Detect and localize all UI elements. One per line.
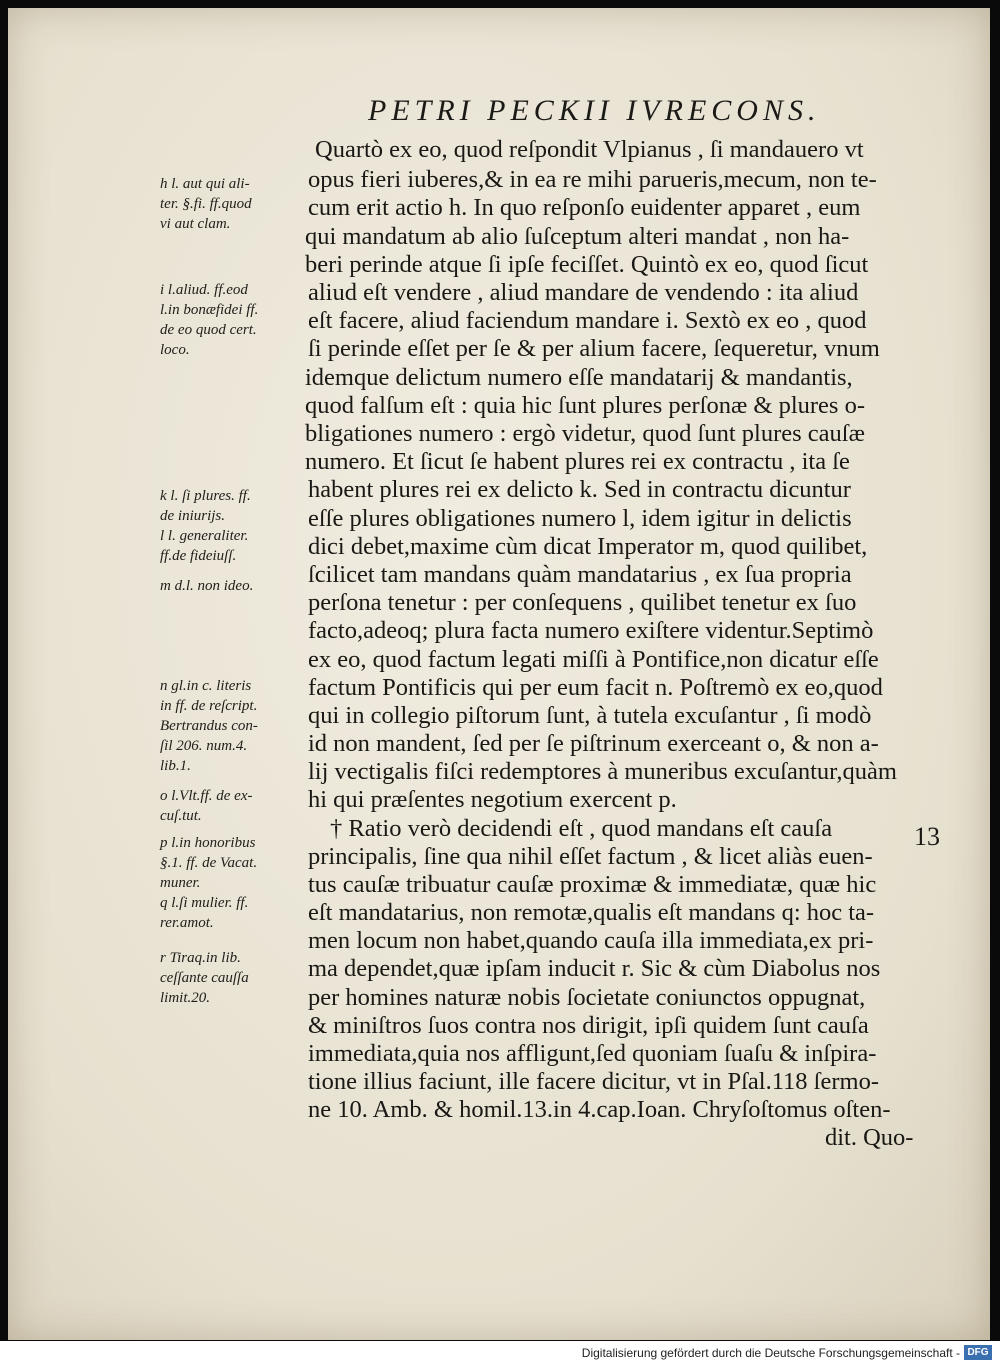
text-line: men locum non habet,quando cauſa illa immediata,ex pri-: [308, 927, 874, 954]
scanned-page: [8, 8, 990, 1340]
text-line: bligationes numero : ergò videtur, quod ſunt plures cauſæ: [305, 420, 865, 447]
margin-note: n gl.in c. literis: [160, 678, 252, 694]
margin-note: ter. §.fi. ff.quod: [160, 196, 252, 212]
text-line: facto,adeoq; plura facta numero exiſtere videntur.Septimò: [308, 617, 874, 644]
margin-note: limit.20.: [160, 990, 211, 1006]
margin-note: h l. aut qui ali-: [160, 176, 250, 192]
text-line: idemque delictum numero eſſe mandatarij & mandantis,: [305, 364, 853, 391]
margin-note: ceſſante cauſſa: [160, 970, 249, 986]
margin-note: p l.in honoribus: [160, 835, 256, 851]
text-line: ſi perinde eſſet per ſe & per alium facere, ſequeretur, vnum: [308, 335, 880, 362]
text-line: ex eo, quod factum legati miſſi à Pontifice,non dicatur eſſe: [308, 646, 879, 673]
main-text-block: [8, 8, 990, 1340]
text-line: aliud eſt vendere , aliud mandare de vendendo : ita aliud: [308, 279, 859, 306]
margin-note: ff.de fideiuſſ.: [160, 548, 237, 564]
text-line: tus cauſæ tribuatur cauſæ proximæ & immediatæ, quæ hic: [308, 871, 877, 898]
text-line: immediata,quia nos affligunt,ſed quoniam ſuaſu & inſpira-: [308, 1040, 877, 1067]
text-line: lij vectigalis fiſci redemptores à muneribus excuſantur,quàm: [308, 758, 897, 785]
margin-note: r Tiraq.in lib.: [160, 950, 241, 966]
text-line: habent plures rei ex delicto k. Sed in contractu dicuntur: [308, 476, 851, 503]
text-line: principalis, ſine qua nihil eſſet factum , & licet aliàs euen-: [308, 843, 873, 870]
margin-note: l l. generaliter.: [160, 528, 249, 544]
text-line: Quartò ex eo, quod reſpondit Vlpianus , ſi mandauero vt: [315, 136, 864, 163]
text-line: eſſe plures obligationes numero l, idem igitur in delictis: [308, 505, 852, 532]
text-line: numero. Et ſicut ſe habent plures rei ex contractu , ita ſe: [305, 448, 850, 475]
margin-note: in ff. de reſcript.: [160, 698, 258, 714]
text-line: eſt facere, aliud faciendum mandare i. Sextò ex eo , quod: [308, 307, 867, 334]
text-line: ſcilicet tam mandans quàm mandatarius , ex ſua propria: [308, 561, 852, 588]
text-line: id non mandent, ſed per ſe piſtrinum exerceant o, & non a-: [308, 730, 879, 757]
text-line: factum Pontificis qui per eum facit n. Poſtremò ex eo,quod: [308, 674, 883, 701]
text-line: qui mandatum ab alio ſuſceptum alteri mandat , non ha-: [305, 223, 850, 250]
footer-bar: [0, 1341, 1000, 1365]
margin-note: de eo quod cert.: [160, 322, 257, 338]
margin-note: vi aut clam.: [160, 216, 231, 232]
text-line: quod falſum eſt : quia hic ſunt plures perſonæ & plures o-: [305, 392, 865, 419]
margin-note: k l. ſi plures. ff.: [160, 488, 251, 504]
margin-note: Bertrandus con-: [160, 718, 258, 734]
margin-note: i l.aliud. ff.eod: [160, 282, 248, 298]
text-line: cum erit actio h. In quo reſponſo euidenter apparet , eum: [308, 194, 861, 221]
margin-note: ſil 206. num.4.: [160, 738, 248, 754]
running-head: PETRI PECKII IVRECONS.: [368, 94, 821, 127]
text-line: qui in collegio piſtorum ſunt, à tutela excuſantur , ſi modò: [308, 702, 872, 729]
footer-text: Digitalisierung gefördert durch die Deutsche Forschungsgemeinschaft -: [581, 1346, 960, 1360]
text-line: eſt mandatarius, non remotæ,qualis eſt mandans q: hoc ta-: [308, 899, 875, 926]
margin-note: l.in bonæfidei ff.: [160, 302, 259, 318]
margin-note: lib.1.: [160, 758, 191, 774]
text-line: † Ratio verò decidendi eſt , quod mandans eſt cauſa: [330, 815, 833, 842]
margin-note: rer.amot.: [160, 915, 214, 931]
text-line: ma dependet,quæ ipſam inducit r. Sic & cùm Diabolus nos: [308, 955, 881, 982]
margin-note: muner.: [160, 875, 201, 891]
margin-note: de iniurijs.: [160, 508, 226, 524]
text-line: dit. Quo-: [825, 1124, 914, 1151]
margin-note: cuſ.tut.: [160, 808, 202, 824]
text-line: ne 10. Amb. & homil.13.in 4.cap.Ioan. Chryſoſtomus oſten-: [308, 1096, 891, 1123]
margin-note: §.1. ff. de Vacat.: [160, 855, 258, 871]
dfg-logo: DFG: [964, 1345, 992, 1360]
margin-note: o l.Vlt.ff. de ex-: [160, 788, 253, 804]
text-line: beri perinde atque ſi ipſe feciſſet. Quintò ex eo, quod ſicut: [305, 251, 869, 278]
text-line: perſona tenetur : per conſequens , quilibet tenetur ex ſuo: [308, 589, 857, 616]
section-number: 13: [914, 822, 940, 851]
text-line: hi qui præſentes negotium exercent p.: [308, 786, 677, 813]
margin-note: loco.: [160, 342, 190, 358]
text-line: per homines naturæ nobis ſocietate coniunctos oppugnat,: [308, 984, 866, 1011]
text-line: opus fieri iuberes,& in ea re mihi parueris,mecum, non te-: [308, 166, 877, 193]
text-line: tione illius faciunt, ille facere dicitur, vt in Pſal.118 ſermo-: [308, 1068, 879, 1095]
margin-note: q l.ſi mulier. ff.: [160, 895, 249, 911]
text-line: dici debet,maxime cùm dicat Imperator m, quod quilibet,: [308, 533, 868, 560]
margin-note: m d.l. non ideo.: [160, 578, 254, 594]
text-line: & miniſtros ſuos contra nos dirigit, ipſi quidem ſunt cauſa: [308, 1012, 869, 1039]
